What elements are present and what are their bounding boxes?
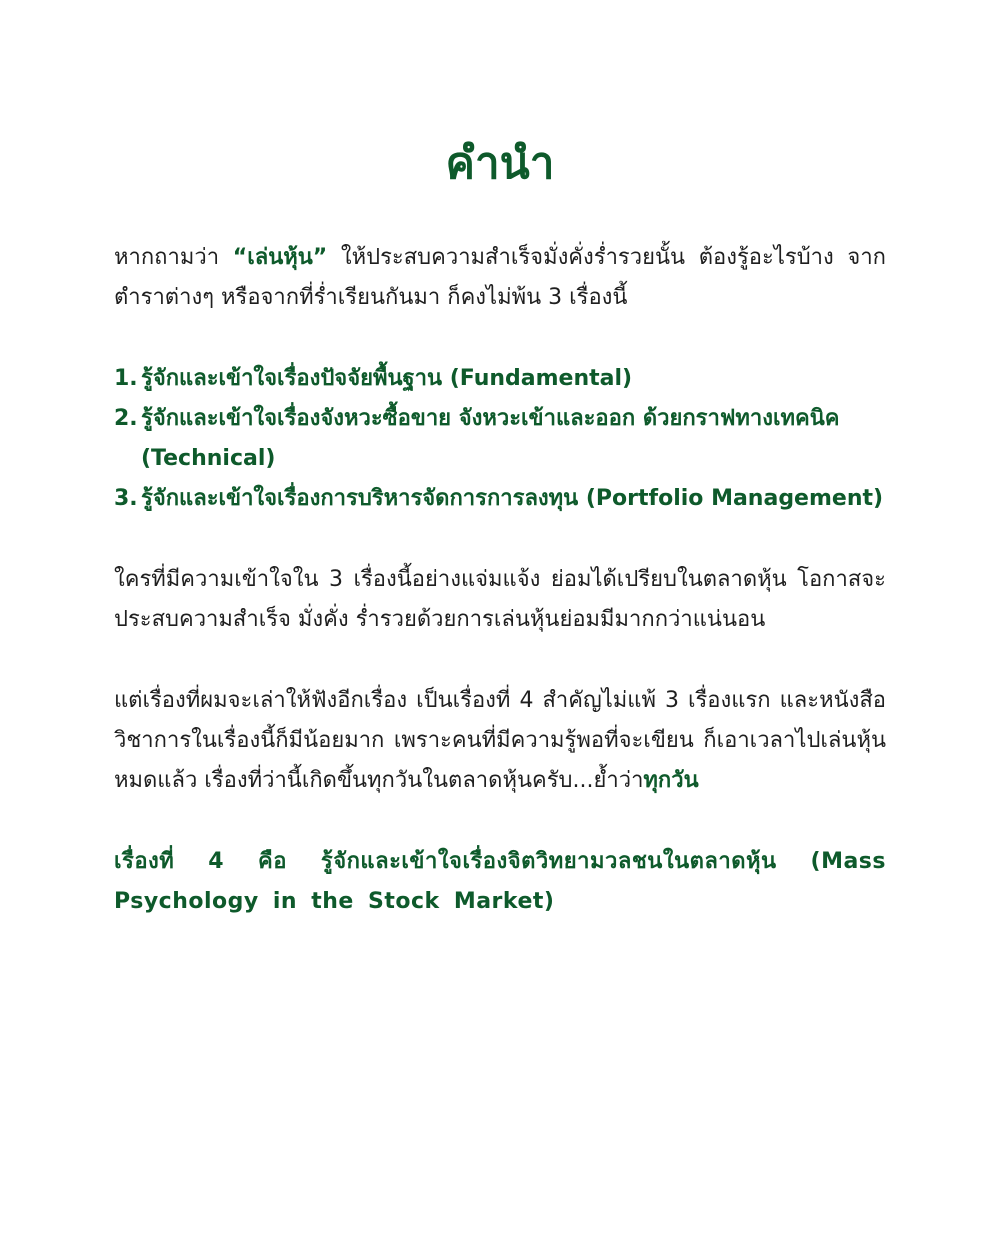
topic-list — [114, 359, 886, 519]
spacer — [114, 519, 886, 560]
third-paragraph — [114, 681, 886, 801]
preface-body — [114, 238, 886, 922]
list-item-number: 1. — [114, 366, 138, 391]
third-paragraph-text: แต่เรื่องที่ผมจะเล่าให้ฟังอีกเรื่อง เป็นเรื่องที่ 4 สำคัญไม่แพ้ 3 เรื่องแรก และหนังสือวิชาการในเรื่องนี้ก็มีน้อยมาก เพราะคนที่มีความรู้พอที่จะเขียน ก็เอาเวลาไปเล่นหุ้นหมดแล้ว เรื่องที่ว่านี้เกิดขึ้นทุกวันในตลาดหุ้นครับ...ย้ำว่า — [114, 688, 886, 793]
closing-statement: เรื่องที่ 4 คือ รู้จักและเข้าใจเรื่องจิตวิทยามวลชนในตลาดหุ้น (Mass Psychology in the Stock Market) — [114, 849, 886, 914]
third-paragraph-emphasis: ทุกวัน — [643, 768, 699, 793]
list-item — [114, 479, 886, 519]
intro-highlight: “เล่นหุ้น” — [232, 245, 328, 270]
list-item-number: 3. — [114, 486, 138, 511]
list-item-text: รู้จักและเข้าใจเรื่องปัจจัยพื้นฐาน (Fundamental) — [141, 366, 633, 391]
list-item-text: รู้จักและเข้าใจเรื่องการบริหารจัดการการลงทุน (Portfolio Management) — [141, 486, 884, 511]
spacer — [114, 318, 886, 359]
intro-text-start: หากถามว่า — [114, 245, 233, 270]
spacer — [114, 801, 886, 842]
list-item-number: 2. — [114, 406, 138, 431]
intro-paragraph — [114, 238, 886, 318]
list-item — [114, 399, 886, 479]
list-item-text: รู้จักและเข้าใจเรื่องจังหวะซื้อขาย จังหวะเข้าและออก ด้วยกราฟทางเทคนิค (Technical) — [141, 406, 840, 471]
spacer — [114, 640, 886, 681]
list-item — [114, 359, 886, 399]
intro-text-end: ให้ประสบความสำเร็จมั่งคั่งร่ำรวยนั้น ต้องรู้อะไรบ้าง จากตำราต่างๆ หรือจากที่ร่ำเรียนกันมา ก็คงไม่พ้น 3 เรื่องนี้ — [114, 245, 886, 310]
second-paragraph: ใครที่มีความเข้าใจใน 3 เรื่องนี้อย่างแจ่มแจ้ง ย่อมได้เปรียบในตลาดหุ้น โอกาสจะประสบความสำเร็จ มั่งคั่ง ร่ำรวยด้วยการเล่นหุ้นย่อมมีมากกว่าแน่นอน — [114, 567, 886, 632]
page-title: คำนำ — [445, 138, 555, 189]
